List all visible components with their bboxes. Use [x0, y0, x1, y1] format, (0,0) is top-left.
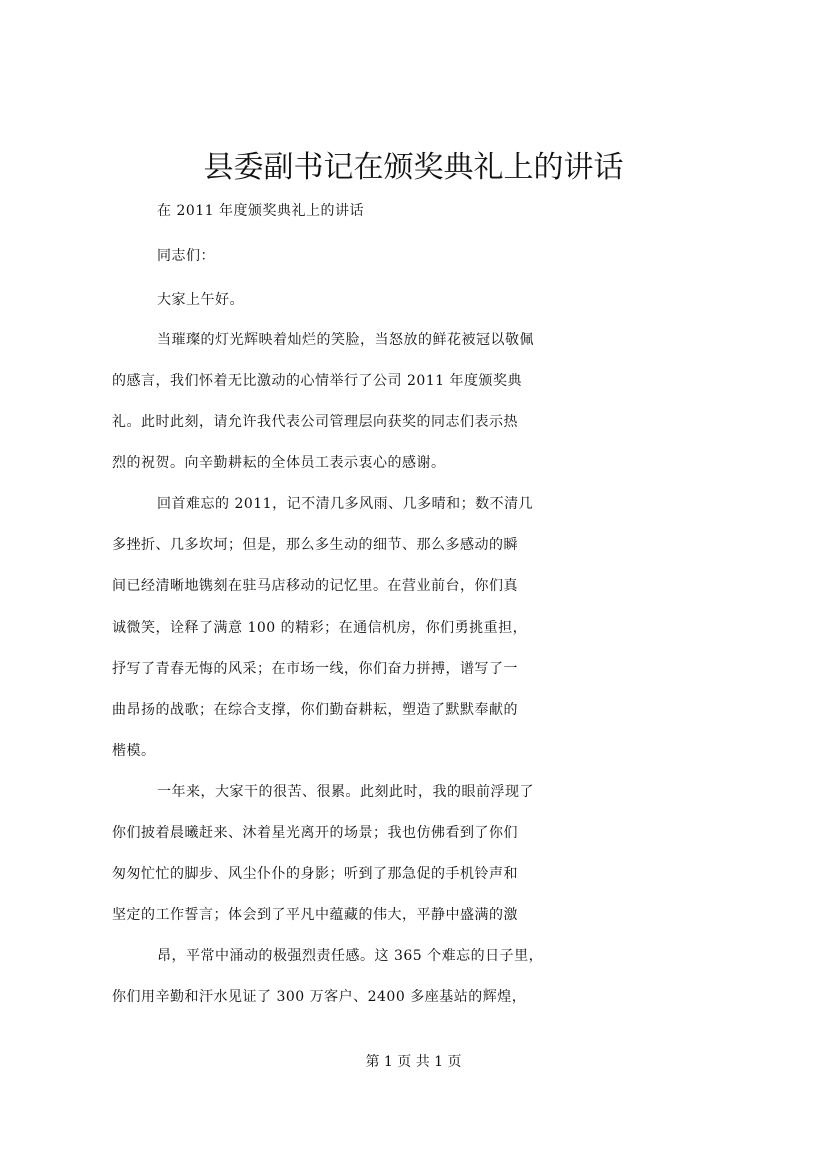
body-line: 昂，平常中涌动的极强烈责任感。这 365 个难忘的日子里，	[157, 948, 544, 964]
greeting-line: 大家上午好。	[157, 292, 244, 308]
body-line: 的感言，我们怀着无比激动的心情举行了公司 2011 年度颁奖典	[112, 373, 523, 389]
body-line: 楷模。	[112, 743, 156, 759]
body-line: 匆匆忙忙的脚步、风尘仆仆的身影；听到了那急促的手机铃声和	[112, 866, 518, 882]
body-line: 礼。此时此刻，请允许我代表公司管理层向获奖的同志们表示热	[112, 414, 518, 430]
body-line: 坚定的工作誓言；体会到了平凡中蕴藏的伟大，平静中盛满的激	[112, 907, 518, 923]
body-line: 一年来，大家干的很苦、很累。此刻此时，我的眼前浮现了	[157, 784, 534, 800]
body-line: 间已经清晰地镌刻在驻马店移动的记忆里。在营业前台，你们真	[112, 578, 518, 594]
subtitle-line: 在 2011 年度颁奖典礼上的讲话	[157, 203, 365, 219]
body-line: 你们用辛勤和汗水见证了 300 万客户、2400 多座基站的辉煌，	[112, 989, 527, 1005]
body-line: 你们披着晨曦赶来、沐着星光离开的场景；我也仿佛看到了你们	[112, 825, 518, 841]
page-footer: 第 1 页 共 1 页	[365, 1054, 462, 1070]
page-title: 县委副书记在颁奖典礼上的讲话	[203, 150, 624, 185]
body-line: 烈的祝贺。向辛勤耕耘的全体员工表示衷心的感谢。	[112, 455, 446, 471]
body-line: 多挫折、几多坎坷；但是，那么多生动的细节、那么多感动的瞬	[112, 537, 518, 553]
salutation-line: 同志们：	[157, 248, 215, 264]
body-line: 诚微笑，诠释了满意 100 的精彩；在通信机房，你们勇挑重担，	[112, 620, 528, 636]
body-line: 当璀璨的灯光辉映着灿烂的笑脸，当怒放的鲜花被冠以敬佩	[157, 332, 534, 348]
body-line: 回首难忘的 2011，记不清几多风雨、几多晴和；数不清几	[157, 496, 534, 512]
body-line: 曲昂扬的战歌；在综合支撑，你们勤奋耕耘，塑造了默默奉献的	[112, 702, 518, 718]
body-line: 抒写了青春无悔的风采；在市场一线，你们奋力拼搏，谱写了一	[112, 661, 518, 677]
